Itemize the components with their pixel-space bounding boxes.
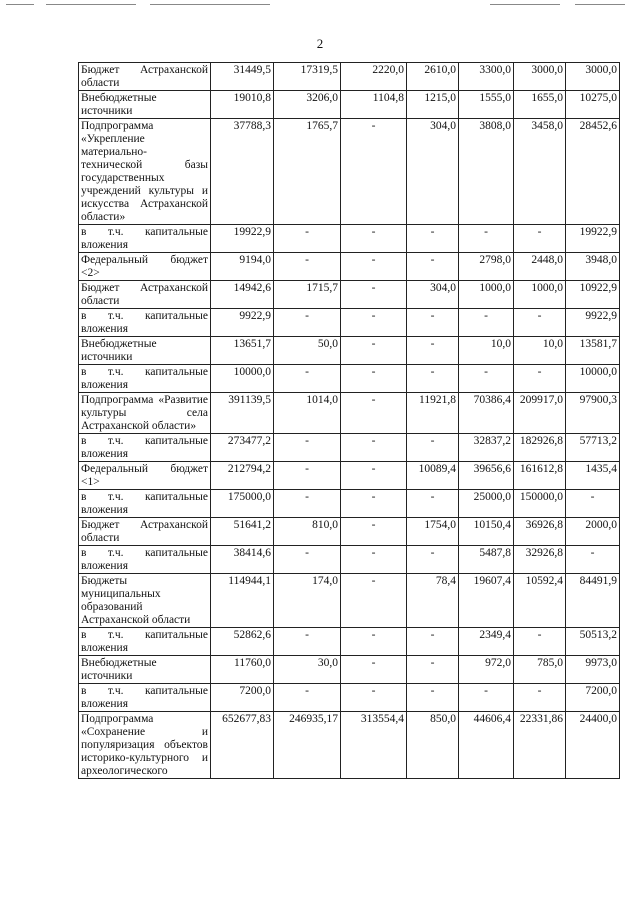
- table-row: [79, 225, 620, 253]
- value-cell: 2000,0: [566, 518, 620, 546]
- value-cell: 30,0: [274, 656, 341, 684]
- value-cell: -: [341, 393, 407, 434]
- value-cell: 3948,0: [566, 253, 620, 281]
- value-cell: 1000,0: [459, 281, 514, 309]
- value-cell: -: [341, 434, 407, 462]
- value-cell: 652677,83: [211, 712, 274, 779]
- value-cell: -: [341, 628, 407, 656]
- value-cell: 10592,4: [514, 574, 566, 628]
- value-cell: 114944,1: [211, 574, 274, 628]
- value-cell: 1435,4: [566, 462, 620, 490]
- value-cell: 174,0: [274, 574, 341, 628]
- row-label: Бюджеты муниципальных образований Астраханской области: [79, 574, 211, 628]
- value-cell: 3000,0: [514, 63, 566, 91]
- value-cell: 9922,9: [566, 309, 620, 337]
- value-cell: 1655,0: [514, 91, 566, 119]
- table-row: [79, 91, 620, 119]
- value-cell: 19607,4: [459, 574, 514, 628]
- value-cell: 1000,0: [514, 281, 566, 309]
- value-cell: 246935,17: [274, 712, 341, 779]
- value-cell: 2798,0: [459, 253, 514, 281]
- value-cell: -: [407, 337, 459, 365]
- value-cell: -: [274, 225, 341, 253]
- value-cell: 97900,3: [566, 393, 620, 434]
- table-row: [79, 365, 620, 393]
- value-cell: 3000,0: [566, 63, 620, 91]
- row-label: Бюджет Астраханской области: [79, 63, 211, 91]
- table-row: [79, 119, 620, 225]
- value-cell: 10150,4: [459, 518, 514, 546]
- value-cell: 304,0: [407, 119, 459, 225]
- table-row: [79, 574, 620, 628]
- value-cell: -: [341, 309, 407, 337]
- row-label: в т.ч. капитальные вложения: [79, 684, 211, 712]
- value-cell: -: [274, 628, 341, 656]
- value-cell: 17319,5: [274, 63, 341, 91]
- value-cell: 175000,0: [211, 490, 274, 518]
- row-label: Федеральный бюджет <2>: [79, 253, 211, 281]
- value-cell: 209917,0: [514, 393, 566, 434]
- value-cell: -: [407, 434, 459, 462]
- value-cell: 391139,5: [211, 393, 274, 434]
- value-cell: -: [274, 365, 341, 393]
- value-cell: -: [274, 434, 341, 462]
- table-row: [79, 656, 620, 684]
- row-label: Федеральный бюджет <1>: [79, 462, 211, 490]
- table-row: [79, 393, 620, 434]
- row-label: в т.ч. капитальные вложения: [79, 309, 211, 337]
- value-cell: 3808,0: [459, 119, 514, 225]
- value-cell: 304,0: [407, 281, 459, 309]
- value-cell: 57713,2: [566, 434, 620, 462]
- row-label: в т.ч. капитальные вложения: [79, 434, 211, 462]
- value-cell: 2610,0: [407, 63, 459, 91]
- value-cell: -: [341, 684, 407, 712]
- value-cell: 1754,0: [407, 518, 459, 546]
- row-label: Бюджет Астраханской области: [79, 281, 211, 309]
- value-cell: -: [274, 309, 341, 337]
- row-label: в т.ч. капитальные вложения: [79, 628, 211, 656]
- value-cell: -: [566, 490, 620, 518]
- table-row: [79, 518, 620, 546]
- value-cell: 2349,4: [459, 628, 514, 656]
- row-label: в т.ч. капитальные вложения: [79, 546, 211, 574]
- value-cell: 2220,0: [341, 63, 407, 91]
- value-cell: 10089,4: [407, 462, 459, 490]
- value-cell: -: [341, 546, 407, 574]
- row-label: Внебюджетные источники: [79, 91, 211, 119]
- value-cell: 51641,2: [211, 518, 274, 546]
- value-cell: 10,0: [459, 337, 514, 365]
- value-cell: 24400,0: [566, 712, 620, 779]
- budget-table: [78, 62, 620, 779]
- table-row: [79, 63, 620, 91]
- value-cell: 3458,0: [514, 119, 566, 225]
- value-cell: 50,0: [274, 337, 341, 365]
- value-cell: -: [514, 309, 566, 337]
- value-cell: 31449,5: [211, 63, 274, 91]
- value-cell: -: [459, 225, 514, 253]
- row-label: в т.ч. капитальные вложения: [79, 365, 211, 393]
- value-cell: -: [407, 225, 459, 253]
- value-cell: 22331,86: [514, 712, 566, 779]
- value-cell: 9194,0: [211, 253, 274, 281]
- value-cell: -: [341, 462, 407, 490]
- value-cell: -: [514, 684, 566, 712]
- value-cell: -: [341, 281, 407, 309]
- value-cell: 25000,0: [459, 490, 514, 518]
- value-cell: 32926,8: [514, 546, 566, 574]
- value-cell: 1014,0: [274, 393, 341, 434]
- table-row: [79, 490, 620, 518]
- value-cell: -: [514, 225, 566, 253]
- value-cell: -: [407, 628, 459, 656]
- value-cell: 10922,9: [566, 281, 620, 309]
- value-cell: 19010,8: [211, 91, 274, 119]
- value-cell: 1215,0: [407, 91, 459, 119]
- value-cell: 182926,8: [514, 434, 566, 462]
- value-cell: 9922,9: [211, 309, 274, 337]
- value-cell: -: [341, 490, 407, 518]
- value-cell: 10000,0: [566, 365, 620, 393]
- value-cell: -: [514, 628, 566, 656]
- value-cell: 150000,0: [514, 490, 566, 518]
- table-row: [79, 281, 620, 309]
- value-cell: -: [341, 225, 407, 253]
- value-cell: -: [341, 574, 407, 628]
- value-cell: 1765,7: [274, 119, 341, 225]
- table-row: [79, 309, 620, 337]
- value-cell: 78,4: [407, 574, 459, 628]
- value-cell: 785,0: [514, 656, 566, 684]
- value-cell: 972,0: [459, 656, 514, 684]
- page-number: 2: [316, 36, 324, 51]
- table-row: [79, 434, 620, 462]
- value-cell: -: [274, 684, 341, 712]
- value-cell: -: [274, 462, 341, 490]
- value-cell: 52862,6: [211, 628, 274, 656]
- value-cell: 1715,7: [274, 281, 341, 309]
- value-cell: -: [459, 684, 514, 712]
- row-label: Бюджет Астраханской области: [79, 518, 211, 546]
- value-cell: -: [341, 337, 407, 365]
- value-cell: -: [341, 365, 407, 393]
- table-row: [79, 337, 620, 365]
- table-row: [79, 546, 620, 574]
- value-cell: 1555,0: [459, 91, 514, 119]
- value-cell: -: [514, 365, 566, 393]
- table-row: [79, 684, 620, 712]
- value-cell: 50513,2: [566, 628, 620, 656]
- value-cell: -: [341, 119, 407, 225]
- value-cell: -: [459, 365, 514, 393]
- value-cell: -: [407, 253, 459, 281]
- value-cell: -: [407, 546, 459, 574]
- row-label: Подпрограмма «Укрепление материально-технической базы государственных учреждений культуры и искусства Астраханской области»: [79, 119, 211, 225]
- value-cell: 13581,7: [566, 337, 620, 365]
- value-cell: 10000,0: [211, 365, 274, 393]
- value-cell: 14942,6: [211, 281, 274, 309]
- scan-top-artifact: [0, 4, 640, 8]
- value-cell: -: [407, 309, 459, 337]
- value-cell: 2448,0: [514, 253, 566, 281]
- table-row: [79, 253, 620, 281]
- value-cell: 273477,2: [211, 434, 274, 462]
- row-label: Внебюджетные источники: [79, 337, 211, 365]
- value-cell: 39656,6: [459, 462, 514, 490]
- value-cell: 70386,4: [459, 393, 514, 434]
- value-cell: 212794,2: [211, 462, 274, 490]
- value-cell: 850,0: [407, 712, 459, 779]
- value-cell: -: [407, 490, 459, 518]
- value-cell: 11921,8: [407, 393, 459, 434]
- value-cell: 5487,8: [459, 546, 514, 574]
- value-cell: 37788,3: [211, 119, 274, 225]
- table-body: [79, 63, 620, 779]
- value-cell: -: [274, 546, 341, 574]
- value-cell: -: [341, 518, 407, 546]
- value-cell: -: [407, 656, 459, 684]
- value-cell: -: [341, 656, 407, 684]
- value-cell: 13651,7: [211, 337, 274, 365]
- table-row: [79, 628, 620, 656]
- row-label: Подпрограмма «Развитие культуры села Астраханской области»: [79, 393, 211, 434]
- value-cell: -: [274, 253, 341, 281]
- value-cell: 36926,8: [514, 518, 566, 546]
- row-label: в т.ч. капитальные вложения: [79, 490, 211, 518]
- table-row: [79, 712, 620, 779]
- value-cell: 7200,0: [211, 684, 274, 712]
- value-cell: 19922,9: [566, 225, 620, 253]
- value-cell: 9973,0: [566, 656, 620, 684]
- value-cell: -: [274, 490, 341, 518]
- value-cell: 44606,4: [459, 712, 514, 779]
- value-cell: -: [459, 309, 514, 337]
- value-cell: -: [341, 253, 407, 281]
- value-cell: 32837,2: [459, 434, 514, 462]
- row-label: в т.ч. капитальные вложения: [79, 225, 211, 253]
- table-row: [79, 462, 620, 490]
- value-cell: 161612,8: [514, 462, 566, 490]
- value-cell: -: [407, 365, 459, 393]
- value-cell: 84491,9: [566, 574, 620, 628]
- value-cell: 313554,4: [341, 712, 407, 779]
- value-cell: 38414,6: [211, 546, 274, 574]
- value-cell: 19922,9: [211, 225, 274, 253]
- value-cell: 7200,0: [566, 684, 620, 712]
- value-cell: 10,0: [514, 337, 566, 365]
- value-cell: 11760,0: [211, 656, 274, 684]
- value-cell: 28452,6: [566, 119, 620, 225]
- row-label: Подпрограмма «Сохранение и популяризация объектов историко-культурного и археологического: [79, 712, 211, 779]
- value-cell: 3300,0: [459, 63, 514, 91]
- value-cell: 1104,8: [341, 91, 407, 119]
- value-cell: 3206,0: [274, 91, 341, 119]
- value-cell: 810,0: [274, 518, 341, 546]
- value-cell: -: [566, 546, 620, 574]
- value-cell: -: [407, 684, 459, 712]
- value-cell: 10275,0: [566, 91, 620, 119]
- row-label: Внебюджетные источники: [79, 656, 211, 684]
